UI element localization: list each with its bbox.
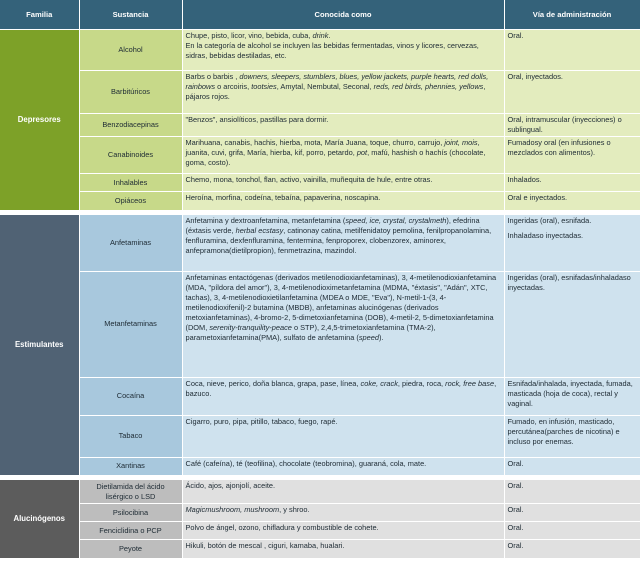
known-as-italic-text: speed, ice, crystal, crystalmeth xyxy=(345,215,447,225)
known-as-text: , bazuco. xyxy=(185,378,497,398)
substance-cell: Peyote xyxy=(79,540,182,558)
substance-cell: Benzodiacepinas xyxy=(79,114,182,137)
route-cell xyxy=(504,415,640,457)
route-cell xyxy=(504,457,640,475)
table-row xyxy=(0,457,640,475)
route-cell xyxy=(504,214,640,271)
known-as-text: , y shroo. xyxy=(279,505,310,514)
family-cell: Estimulantes xyxy=(0,214,79,475)
route-cell xyxy=(504,137,640,174)
table-row xyxy=(0,214,640,271)
header-familia: Familia xyxy=(0,0,79,30)
known-as-cell xyxy=(182,415,504,457)
known-as-text: Coca, nieve, perico, doña blanca, grapa, pase, línea, xyxy=(185,378,361,388)
known-as-cell xyxy=(182,457,504,475)
table-row xyxy=(0,30,640,71)
known-as-text: ). xyxy=(379,332,384,342)
table-row xyxy=(0,522,640,540)
route-text: Oral. xyxy=(507,541,524,550)
known-as-text: Café (cafeína), té (teofilina), chocolate (teobromina), guaraná, cola, mate. xyxy=(185,458,427,468)
route-text: Oral. xyxy=(507,523,524,532)
table-row xyxy=(0,174,640,192)
route-text: Oral. xyxy=(507,505,524,514)
substance-cell: Cocaína xyxy=(79,377,182,415)
known-as-text: , piedra, roca, xyxy=(397,378,446,388)
route-cell xyxy=(504,114,640,137)
substance-cell: Inhalables xyxy=(79,174,182,192)
table-row xyxy=(0,114,640,137)
substance-cell: Tabaco xyxy=(79,415,182,457)
substance-cell: Anfetaminas xyxy=(79,214,182,271)
known-as-text: Polvo de ángel, ozono, chifladura y combustible de cohete. xyxy=(185,523,379,532)
known-as-italic-text: drink xyxy=(312,31,329,40)
route-cell xyxy=(504,504,640,522)
family-cell: Alucinógenos xyxy=(0,480,79,558)
table-row xyxy=(0,192,640,210)
known-as-italic-text: speed xyxy=(358,332,379,342)
substance-cell: Alcohol xyxy=(79,30,182,71)
family-cell: Depresores xyxy=(0,30,79,210)
substance-cell: Dietilamida del ácido lisérgico o LSD xyxy=(79,480,182,504)
known-as-italic-text: rock, free base xyxy=(445,378,495,388)
known-as-text: , mafú, hashish o hachís (chocolate, goma, costo). xyxy=(185,148,486,167)
route-text: Ingeridas (oral), esnifada. xyxy=(507,215,592,225)
route-cell xyxy=(504,30,640,71)
known-as-text: . xyxy=(328,31,331,40)
known-as-text: "Benzos", ansiolíticos, pastillas para dormir. xyxy=(185,115,329,124)
route-text: Inhalados. xyxy=(507,175,542,184)
known-as-text: Anfetaminas entactógenas (derivados metilenodioxianfetaminas), 3, 4-metilenodioxianfetamina (MDA, "píldora del amor"), 3, 4-metilenodioximetanfetamina (MDMA, "éxtasis", "Adán", XTC, tachas), 3, 4-metilenodioxietilanfetamina (MDEA o MDE, "Eva"), N-metil-1-(3, 4-metilenodioxifenil)-2 butamina (MBDB), anfetaminas alucinógenas (derivados metoxianfetaminas), 4-bromo-2, 5-dimetoxianfetamina (DOB), 4-metil-2, 5-dimetoxianfetamina (DOM, xyxy=(185,272,497,332)
known-as-italic-text: reds, red birds, phennies, yellows xyxy=(373,82,484,91)
known-as-text: Heroína, morfina, codeína, tebaína, papaverina, noscapina. xyxy=(185,193,381,202)
known-as-cell xyxy=(182,214,504,271)
table-row xyxy=(0,377,640,415)
table-row xyxy=(0,504,640,522)
table-row xyxy=(0,480,640,504)
header-conocida-como: Conocida como xyxy=(182,0,504,30)
known-as-cell xyxy=(182,30,504,71)
header-sustancia: Sustancia xyxy=(79,0,182,30)
route-text: Oral. xyxy=(507,31,524,40)
route-text: Oral e inyectados. xyxy=(507,193,568,202)
substance-cell: Xantinas xyxy=(79,457,182,475)
table-body xyxy=(0,30,640,558)
header-via-administracion: Vía de administración xyxy=(504,0,640,30)
route-text: Ingeridas (oral), esnifadas/inhaladaso inyectadas. xyxy=(507,272,631,292)
known-as-text: Cigarro, puro, pipa, pitillo, tabaco, fuego, rapé. xyxy=(185,416,338,426)
table-row xyxy=(0,415,640,457)
table-row xyxy=(0,271,640,377)
route-text: Esnifada/inhalada, inyectada, fumada, masticada (hoja de coca), rectal y vaginal. xyxy=(507,378,633,408)
substance-cell: Psilocibina xyxy=(79,504,182,522)
route-text: Inhaladaso inyectadas. xyxy=(507,230,584,240)
substance-cell: Canabinoides xyxy=(79,137,182,174)
route-cell xyxy=(504,271,640,377)
known-as-text: Anfetamina y dextroanfetamina, metanfetamina ( xyxy=(185,215,346,225)
known-as-italic-text: herbal ecstasy xyxy=(235,225,284,235)
table-row xyxy=(0,137,640,174)
route-cell xyxy=(504,71,640,114)
known-as-text: En la categoría de alcohol se incluyen las bebidas fermentadas, vinos y licores, cervezas, sidras, bebidas destiladas, etc. xyxy=(185,41,479,60)
substance-cell: Barbitúricos xyxy=(79,71,182,114)
known-as-cell xyxy=(182,522,504,540)
table-header-row xyxy=(0,0,640,30)
substance-cell: Fenciclidina o PCP xyxy=(79,522,182,540)
known-as-text: o STP), 2,4,5-trimetoxianfetamina (TMA-2), parametoxianfetamina(PMA), sulfato de anfetamina ( xyxy=(185,322,436,342)
known-as-cell xyxy=(182,174,504,192)
known-as-text: Barbs o barbis , xyxy=(185,72,240,81)
known-as-text: Chupe, pisto, licor, vino, bebida, cuba, xyxy=(185,31,313,40)
known-as-text: Chemo, mona, tonchol, flan, activo, vainilla, muñequita de hule, entre otras. xyxy=(185,175,433,184)
known-as-italic-text: coke, crack xyxy=(360,378,398,388)
route-cell xyxy=(504,540,640,558)
known-as-italic-text: serenity-tranquility-peace xyxy=(209,322,292,332)
known-as-cell xyxy=(182,114,504,137)
substance-cell: Metanfetaminas xyxy=(79,271,182,377)
known-as-cell xyxy=(182,271,504,377)
known-as-cell xyxy=(182,480,504,504)
known-as-text: , Amytal, Nembutal, Seconal, xyxy=(276,82,374,91)
route-text: Oral, inyectados. xyxy=(507,72,563,81)
route-cell xyxy=(504,522,640,540)
known-as-text: , pájaros rojos. xyxy=(185,82,486,101)
known-as-italic-text: pot xyxy=(356,148,368,157)
known-as-italic-text: downers, sleepers, stumblers, blues, yellow jackets, purple hearts, red dolls, rainbows xyxy=(185,72,489,91)
route-text: Fumado, en infusión, masticado, percutánea(parches de nicotina) e incluso por enemas. xyxy=(507,416,620,446)
table-row xyxy=(0,540,640,558)
route-cell xyxy=(504,174,640,192)
known-as-italic-text: Magicmushroom, mushroom xyxy=(185,505,280,514)
known-as-text: , catinonay catina, metilfenidatoy pemolina, fenilpropanolamina, fenfluramina, dexfenfluramina, fentermina, fenproporex, clobenzorex, aminorex, anfepramona(dietilpropion), fenmetrazina, mazindol. xyxy=(185,225,492,255)
known-as-text: Hikuli, botón de mescal , ciguri, kamaba, hualari. xyxy=(185,541,345,550)
known-as-text: Ácido, ajos, ajonjolí, aceite. xyxy=(185,481,276,490)
known-as-italic-text: tootsies xyxy=(251,82,277,91)
known-as-text: , juanita, cuvi, grifa, María, hierba, kif, porro, petardo, xyxy=(185,138,480,157)
route-cell xyxy=(504,192,640,210)
known-as-text: o arcoiris, xyxy=(215,82,252,91)
known-as-italic-text: joint, mois xyxy=(444,138,478,147)
route-text: Oral, intramuscular (inyecciones) o sublingual. xyxy=(507,115,622,134)
route-text: Oral. xyxy=(507,458,524,468)
known-as-cell xyxy=(182,192,504,210)
route-text: Fumadosy oral (en infusiones o mezclados con alimentos). xyxy=(507,138,611,157)
known-as-text: Marihuana, canabis, hachis, hierba, mota, María Juana, toque, churro, carrujo, xyxy=(185,138,445,147)
route-text: Oral. xyxy=(507,481,524,490)
known-as-text: ), efedrina (éxtasis verde, xyxy=(185,215,480,235)
table-row xyxy=(0,71,640,114)
known-as-cell xyxy=(182,71,504,114)
route-cell xyxy=(504,480,640,504)
known-as-cell xyxy=(182,377,504,415)
substance-cell: Opiáceos xyxy=(79,192,182,210)
route-cell xyxy=(504,377,640,415)
known-as-cell xyxy=(182,540,504,558)
known-as-cell xyxy=(182,504,504,522)
known-as-cell xyxy=(182,137,504,174)
